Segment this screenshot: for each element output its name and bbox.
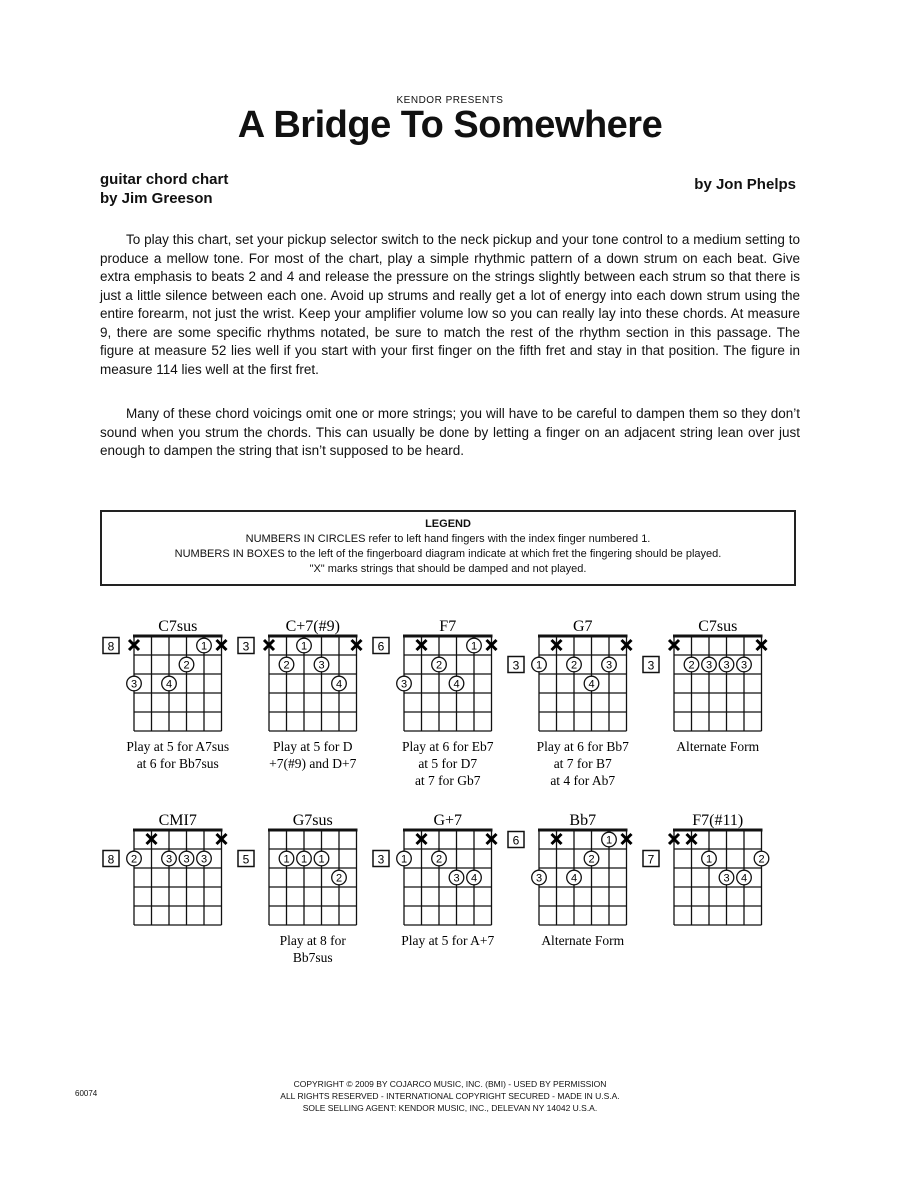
finger-number: 4 <box>588 678 595 691</box>
chord-diagram <box>643 812 769 925</box>
subtitle-line-2: by Jim Greeson <box>100 190 213 207</box>
chord-name: CMI7 <box>158 812 197 829</box>
chord-diagram <box>238 618 362 771</box>
chord-note: Bb7sus <box>292 950 333 965</box>
finger-number: 2 <box>435 659 443 672</box>
finger-number: 2 <box>335 872 343 885</box>
legend-line-2: NUMBERS IN BOXES to the left of the fingerboard diagram indicate at which fret the fingering should be played. <box>174 548 722 560</box>
chord-diagram <box>643 618 767 754</box>
chord-name: F7 <box>439 618 457 635</box>
chord-name: C+7(#9) <box>285 618 340 635</box>
finger-number: 4 <box>570 872 578 885</box>
copyright-footer <box>0 1078 900 1114</box>
fret-number: 8 <box>107 639 115 654</box>
finger-number: 3 <box>183 853 190 866</box>
chord-note: at 6 for Bb7sus <box>136 756 219 771</box>
catalog-code: 60074 <box>75 1089 98 1098</box>
finger-number: 3 <box>200 853 208 866</box>
chord-diagram <box>508 812 632 948</box>
instructions-paragraph-2: Many of these chord voicings omit one or more strings; you will have to be careful to dampen them so they don’t sound when you strum the chords. This can usually be done by letting a finger on an adjacent string lean over just enough to dampen the string that isn’t supposed to be heard. <box>100 406 800 458</box>
chord-name: C7sus <box>158 618 198 635</box>
fret-number: 3 <box>512 658 520 673</box>
chord-name: G+7 <box>433 812 463 829</box>
finger-number: 1 <box>535 659 543 672</box>
finger-number: 3 <box>400 678 408 691</box>
finger-number: 2 <box>435 853 443 866</box>
fret-number: 3 <box>377 852 385 867</box>
chord-name: F7(#11) <box>692 812 744 829</box>
finger-number: 1 <box>300 640 308 653</box>
finger-number: 3 <box>130 678 138 691</box>
fret-number: 5 <box>242 852 250 867</box>
finger-number: 2 <box>183 659 190 672</box>
chord-note: Play at 5 for D <box>273 739 353 754</box>
finger-number: 1 <box>200 640 208 653</box>
chord-diagram <box>103 618 229 771</box>
finger-number: 4 <box>740 872 748 885</box>
fret-number: 6 <box>512 833 520 848</box>
finger-number: 2 <box>130 853 138 866</box>
chord-diagram <box>508 618 632 788</box>
finger-number: 4 <box>470 872 478 885</box>
finger-number: 1 <box>470 640 478 653</box>
finger-number: 2 <box>758 853 765 866</box>
chord-diagram <box>373 618 497 788</box>
footer-line-2: ALL RIGHTS RESERVED - INTERNATIONAL COPYRIGHT SECURED - MADE IN U.S.A. <box>280 1091 620 1101</box>
fret-number: 3 <box>647 658 655 673</box>
chord-diagram <box>238 812 358 965</box>
finger-number: 2 <box>588 853 595 866</box>
legend-heading: LEGEND <box>425 518 471 530</box>
chord-note: at 7 for B7 <box>553 756 612 771</box>
composer-credit: by Jon Phelps <box>694 176 796 193</box>
subtitle-line-1: guitar chord chart <box>100 171 229 188</box>
legend-line-1: NUMBERS IN CIRCLES refer to left hand fingers with the index finger numbered 1. <box>245 533 651 545</box>
chord-note: Alternate Form <box>676 739 760 754</box>
chord-note: Alternate Form <box>541 933 625 948</box>
chord-diagram <box>373 812 497 948</box>
finger-number: 4 <box>335 678 343 691</box>
fret-number: 7 <box>647 852 655 867</box>
chord-note: Play at 6 for Bb7 <box>536 739 629 754</box>
finger-number: 3 <box>605 659 613 672</box>
fret-number: 3 <box>242 639 250 654</box>
finger-number: 2 <box>688 659 695 672</box>
finger-number: 3 <box>453 872 460 885</box>
chord-name: G7sus <box>292 812 333 829</box>
fret-number: 6 <box>377 639 385 654</box>
chord-note: Play at 8 for <box>279 933 346 948</box>
chord-diagram <box>103 812 227 925</box>
footer-line-1: COPYRIGHT © 2009 BY COJARCO MUSIC, INC. (BMI) - USED BY PERMISSION <box>293 1079 607 1089</box>
finger-number: 3 <box>318 659 325 672</box>
chord-name: Bb7 <box>569 812 597 829</box>
finger-number: 2 <box>570 659 578 672</box>
finger-number: 1 <box>705 853 713 866</box>
finger-number: 3 <box>740 659 748 672</box>
finger-number: 3 <box>723 659 730 672</box>
finger-number: 3 <box>705 659 713 672</box>
chord-name: C7sus <box>698 618 738 635</box>
chord-note: at 4 for Ab7 <box>550 773 616 788</box>
finger-number: 4 <box>453 678 460 691</box>
page-title: A Bridge To Somewhere <box>237 104 663 146</box>
finger-number: 3 <box>723 872 730 885</box>
finger-number: 3 <box>165 853 173 866</box>
footer-line-3: SOLE SELLING AGENT: KENDOR MUSIC, INC., DELEVAN NY 14042 U.S.A. <box>302 1103 598 1113</box>
finger-number: 4 <box>165 678 173 691</box>
finger-number: 1 <box>283 853 290 866</box>
instructions-paragraph-1: To play this chart, set your pickup selector switch to the neck pickup and your tone control to a medium setting to produce a mellow tone. For most of the chart, play a simple rhythmic pattern of a down strum on each beat. Give extra emphasis to beats 2 and 4 and release the pressure on the strings slightly between each strum so that there is just a little silence between each one. Avoid up strums and really get a lot of energy into each down strum using the entire forearm, not just the wrist. Keep your amplifier volume low so you can really lay into these chords. At measure 9, there are some specific rhythms notated, be sure to match the rest of the rhythm section in this passage. The figure at measure 52 lies well if you start with your first finger on the fifth fret and stay in that position. The figure in measure 114 lies well at the first fret. <box>100 232 800 377</box>
publisher-presents: KENDOR PRESENTS <box>396 95 504 106</box>
chord-note: Play at 6 for Eb7 <box>402 739 494 754</box>
chord-note: +7(#9) and D+7 <box>269 756 357 771</box>
finger-number: 1 <box>300 853 308 866</box>
chord-note: Play at 5 for A7sus <box>126 739 230 754</box>
finger-number: 1 <box>400 853 408 866</box>
legend-line-3: "X" marks strings that should be damped and not played. <box>309 563 587 575</box>
chord-name: G7 <box>572 618 593 635</box>
chord-note: Play at 5 for A+7 <box>401 933 495 948</box>
chord-note: at 7 for Gb7 <box>414 773 481 788</box>
chord-note: at 5 for D7 <box>418 756 478 771</box>
finger-number: 2 <box>283 659 290 672</box>
fret-number: 8 <box>107 852 115 867</box>
finger-number: 1 <box>605 834 613 847</box>
finger-number: 3 <box>535 872 543 885</box>
finger-number: 1 <box>318 853 325 866</box>
